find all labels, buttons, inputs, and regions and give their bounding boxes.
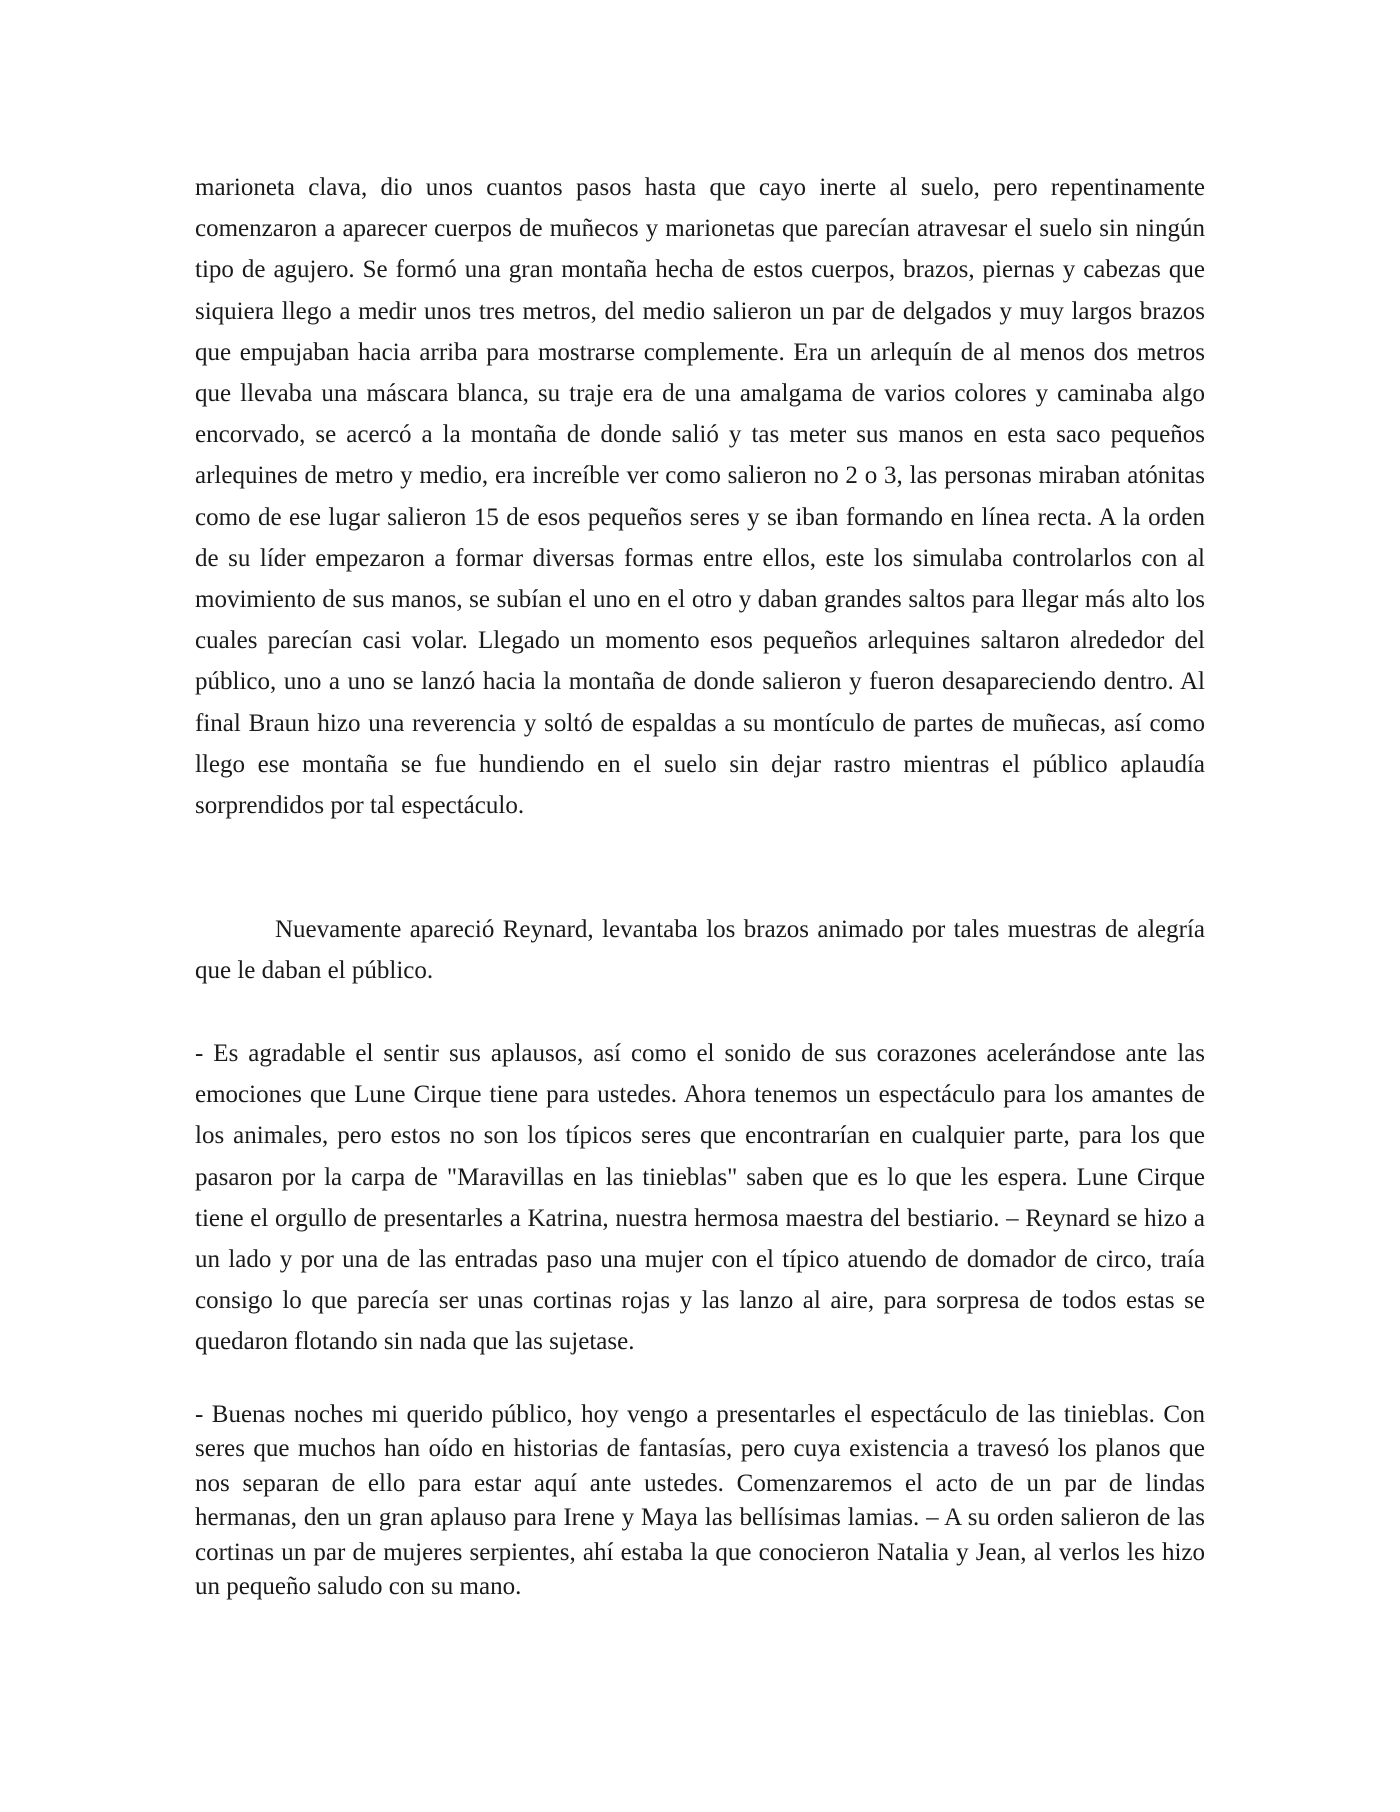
- paragraph-marioneta: marioneta clava, dio unos cuantos pasos hasta que cayo inerte al suelo, pero repentinamente comenzaron a aparecer cuerpos de muñecos y marionetas que parecían atravesar el suelo sin ningún tipo de agujero. Se formó una gran montaña hecha de estos cuerpos, brazos, piernas y cabezas que siquiera llego a medir unos tres metros, del medio salieron un par de delgados y muy largos brazos que empujaban hacia arriba para mostrarse complemente. Era un arlequín de al menos dos metros que llevaba una máscara blanca, su traje era de una amalgama de varios colores y caminaba algo encorvado, se acercó a la montaña de donde salió y tas meter sus manos en esta saco pequeños arlequines de metro y medio, era increíble ver como salieron no 2 o 3, las personas miraban atónitas como de ese lugar salieron 15 de esos pequeños seres y se iban formando en línea recta. A la orden de su líder empezaron a formar diversas formas entre ellos, este los simulaba controlarlos con al movimiento de sus manos, se subían el uno en el otro y daban grandes saltos para llegar más alto los cuales parecían casi volar. Llegado un momento esos pequeños arlequines saltaron alrededor del público, uno a uno se lanzó hacia la montaña de donde salieron y fueron desapareciendo dentro. Al final Braun hizo una reverencia y soltó de espaldas a su montículo de partes de muñecas, así como llego ese montaña se fue hundiendo en el suelo sin dejar rastro mientras el público aplaudía sorprendidos por tal espectáculo.: [195, 174, 1205, 820]
- paragraph-dialogue-reynard: - Es agradable el sentir sus aplausos, así como el sonido de sus corazones acelerándose ante las emociones que Lune Cirque tiene para ustedes. Ahora tenemos un espectáculo para los amantes de los animales, pero estos no son los típicos seres que encontrarían en cualquier parte, para los que pasaron por la carpa de "Maravillas en las tinieblas" saben que es lo que les espera. Lune Cirque tiene el orgullo de presentarles a Katrina, nuestra hermosa maestra del bestiario. – Reynard se hizo a un lado y por una de las entradas paso una mujer con el típico atuendo de domador de circo, traía consigo lo que parecía ser unas cortinas rojas y las lanzo al aire, para sorpresa de todos estas se quedaron flotando sin nada que las sujetase.: [195, 1040, 1205, 1356]
- paragraph-reynard: Nuevamente apareció Reynard, levantaba los brazos animado por tales muestras de alegría que le daban el público.: [195, 916, 1205, 985]
- paragraph-dialogue-katrina: - Buenas noches mi querido público, hoy vengo a presentarles el espectáculo de las tinieblas. Con seres que muchos han oído en historias de fantasías, pero cuya existencia a travesó los planos que nos separan de ello para estar aquí ante ustedes. Comenzaremos el acto de un par de lindas hermanas, den un gran aplauso para Irene y Maya las bellísimas lamias. – A su orden salieron de las cortinas un par de mujeres serpientes, ahí estaba la que conocieron Natalia y Jean, al verlos les hizo un pequeño saludo con su mano.: [195, 1401, 1205, 1601]
